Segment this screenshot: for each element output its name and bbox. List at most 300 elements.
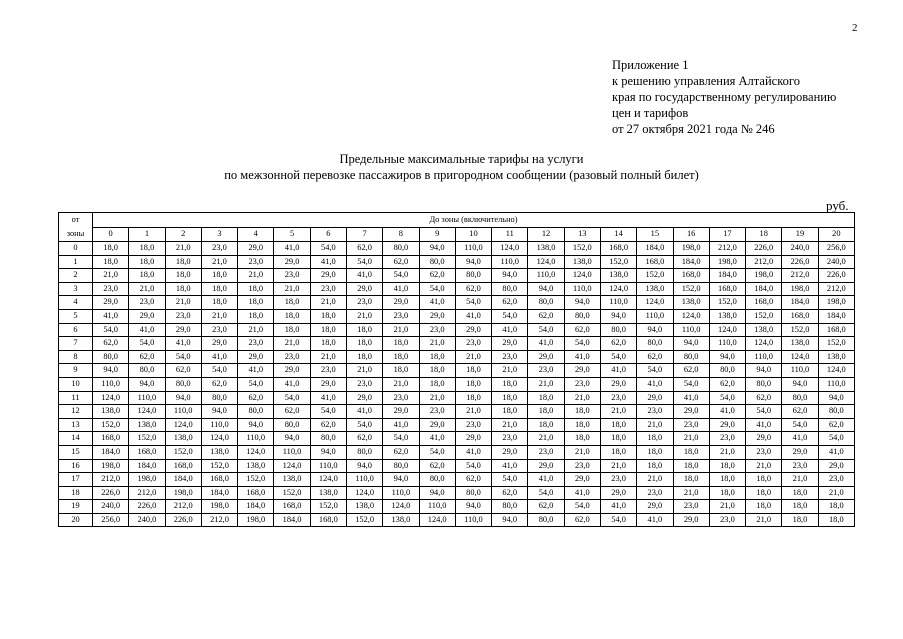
- tariff-cell: 138,0: [238, 459, 274, 473]
- tariff-cell: 124,0: [129, 405, 165, 419]
- tariff-cell: 54,0: [346, 255, 382, 269]
- tariff-cell: 138,0: [346, 500, 382, 514]
- tariff-cell: 41,0: [93, 309, 129, 323]
- tariff-cell: 21,0: [93, 269, 129, 283]
- tariff-cell: 94,0: [165, 391, 201, 405]
- tariff-cell: 54,0: [564, 500, 600, 514]
- tariff-cell: 41,0: [129, 323, 165, 337]
- tariff-cell: 110,0: [637, 309, 673, 323]
- tariff-cell: 29,0: [346, 282, 382, 296]
- tariff-cell: 54,0: [238, 377, 274, 391]
- to-zone-number: 2: [165, 227, 201, 241]
- tariff-cell: 198,0: [165, 486, 201, 500]
- table-row: [59, 282, 855, 296]
- tariff-cell: 18,0: [600, 432, 636, 446]
- table-row: [59, 486, 855, 500]
- tariff-cell: 152,0: [746, 309, 782, 323]
- tariff-cell: 29,0: [746, 432, 782, 446]
- tariff-cell: 62,0: [818, 418, 854, 432]
- to-zone-number: 3: [201, 227, 237, 241]
- tariff-cell: 18,0: [709, 459, 745, 473]
- tariff-cell: 212,0: [818, 282, 854, 296]
- from-zone-number: 14: [59, 432, 93, 446]
- tariff-cell: 18,0: [201, 269, 237, 283]
- tariff-cell: 18,0: [492, 377, 528, 391]
- tariff-cell: 94,0: [673, 337, 709, 351]
- tariff-cell: 23,0: [383, 309, 419, 323]
- table-row: [59, 432, 855, 446]
- tariff-cell: 62,0: [310, 418, 346, 432]
- tariff-cell: 80,0: [528, 513, 564, 527]
- from-zone-number: 11: [59, 391, 93, 405]
- from-zone-number: 9: [59, 364, 93, 378]
- title-line: по межзонной перевозке пассажиров в пригородном сообщении (разовый полный билет): [224, 167, 699, 182]
- tariff-cell: 23,0: [746, 445, 782, 459]
- tariff-cell: 124,0: [274, 459, 310, 473]
- tariff-cell: 29,0: [564, 473, 600, 487]
- tariff-cell: 62,0: [492, 486, 528, 500]
- tariff-cell: 110,0: [709, 337, 745, 351]
- tariff-cell: 41,0: [310, 255, 346, 269]
- tariff-cell: 54,0: [346, 418, 382, 432]
- tariff-cell: 41,0: [274, 242, 310, 256]
- tariff-cell: 80,0: [383, 242, 419, 256]
- tariff-cell: 198,0: [782, 282, 818, 296]
- tariff-cell: 54,0: [492, 309, 528, 323]
- tariff-cell: 18,0: [383, 350, 419, 364]
- table-row: [59, 418, 855, 432]
- tariff-cell: 23,0: [673, 418, 709, 432]
- tariff-cell: 18,0: [274, 296, 310, 310]
- tariff-cell: 184,0: [637, 242, 673, 256]
- tariff-cell: 41,0: [492, 459, 528, 473]
- tariff-cell: 94,0: [746, 364, 782, 378]
- tariff-cell: 18,0: [492, 405, 528, 419]
- tariff-cell: 54,0: [419, 282, 455, 296]
- tariff-cell: 29,0: [782, 445, 818, 459]
- tariff-cell: 124,0: [709, 323, 745, 337]
- tariff-cell: 138,0: [782, 337, 818, 351]
- tariff-cell: 29,0: [383, 296, 419, 310]
- tariff-cell: 29,0: [673, 513, 709, 527]
- tariff-cell: 29,0: [93, 296, 129, 310]
- tariff-cell: 110,0: [492, 255, 528, 269]
- from-zone-label-line: от: [71, 215, 80, 224]
- tariff-cell: 23,0: [528, 445, 564, 459]
- tariff-cell: 184,0: [165, 473, 201, 487]
- tariff-cell: 168,0: [673, 269, 709, 283]
- tariff-cell: 124,0: [419, 513, 455, 527]
- tariff-cell: 54,0: [201, 364, 237, 378]
- tariff-cell: 124,0: [600, 282, 636, 296]
- tariff-cell: 184,0: [274, 513, 310, 527]
- tariff-cell: 18,0: [238, 309, 274, 323]
- tariff-cell: 198,0: [709, 255, 745, 269]
- tariff-cell: 41,0: [310, 391, 346, 405]
- tariff-cell: 94,0: [274, 432, 310, 446]
- tariff-cell: 110,0: [782, 364, 818, 378]
- tariff-cell: 62,0: [746, 391, 782, 405]
- from-zone-number: 20: [59, 513, 93, 527]
- to-zone-number: 4: [238, 227, 274, 241]
- tariff-cell: 138,0: [528, 242, 564, 256]
- table-row: [59, 337, 855, 351]
- table-row: [59, 269, 855, 283]
- tariff-cell: 80,0: [165, 377, 201, 391]
- tariff-cell: 21,0: [238, 269, 274, 283]
- tariff-cell: 21,0: [782, 473, 818, 487]
- tariff-cell: 226,0: [818, 269, 854, 283]
- tariff-cell: 94,0: [238, 418, 274, 432]
- table-row: [59, 377, 855, 391]
- tariff-cell: 21,0: [492, 418, 528, 432]
- tariff-cell: 23,0: [564, 377, 600, 391]
- tariff-cell: 41,0: [165, 337, 201, 351]
- tariff-cell: 54,0: [492, 473, 528, 487]
- to-zone-number: 12: [528, 227, 564, 241]
- tariff-cell: 152,0: [818, 337, 854, 351]
- tariff-cell: 80,0: [564, 309, 600, 323]
- tariff-cell: 18,0: [201, 296, 237, 310]
- appendix-line: Приложение 1: [612, 58, 689, 72]
- tariff-cell: 152,0: [238, 473, 274, 487]
- tariff-cell: 23,0: [383, 391, 419, 405]
- tariff-cell: 18,0: [455, 377, 491, 391]
- tariff-cell: 168,0: [310, 513, 346, 527]
- to-zone-number: 1: [129, 227, 165, 241]
- tariff-cell: 18,0: [129, 269, 165, 283]
- tariff-cell: 54,0: [383, 269, 419, 283]
- tariff-cell: 152,0: [129, 432, 165, 446]
- tariff-cell: 184,0: [129, 459, 165, 473]
- tariff-cell: 23,0: [528, 364, 564, 378]
- tariff-cell: 62,0: [564, 323, 600, 337]
- tariff-cell: 62,0: [455, 473, 491, 487]
- tariff-cell: 94,0: [564, 296, 600, 310]
- tariff-cell: 62,0: [528, 309, 564, 323]
- tariff-cell: 62,0: [383, 255, 419, 269]
- table-row: [59, 242, 855, 256]
- tariff-cell: 18,0: [238, 282, 274, 296]
- tariff-cell: 41,0: [419, 432, 455, 446]
- tariff-cell: 152,0: [93, 418, 129, 432]
- tariff-cell: 80,0: [455, 486, 491, 500]
- from-zone-number: 12: [59, 405, 93, 419]
- tariff-cell: 152,0: [600, 255, 636, 269]
- tariff-cell: 41,0: [274, 377, 310, 391]
- page-number: 2: [852, 22, 858, 34]
- tariff-cell: 23,0: [455, 418, 491, 432]
- tariff-cell: 18,0: [637, 459, 673, 473]
- tariff-cell: 226,0: [93, 486, 129, 500]
- tariff-cell: 152,0: [637, 269, 673, 283]
- from-zone-number: 2: [59, 269, 93, 283]
- tariff-cell: 54,0: [528, 486, 564, 500]
- tariff-cell: 23,0: [455, 337, 491, 351]
- tariff-cell: 21,0: [419, 337, 455, 351]
- tariff-cell: 21,0: [383, 323, 419, 337]
- tariff-cell: 54,0: [310, 405, 346, 419]
- from-zone-label-line: зоны: [66, 229, 85, 238]
- tariff-cell: 110,0: [310, 459, 346, 473]
- tariff-cell: 18,0: [564, 432, 600, 446]
- tariff-cell: 18,0: [346, 323, 382, 337]
- tariff-cell: 21,0: [600, 459, 636, 473]
- tariff-cell: 18,0: [310, 309, 346, 323]
- tariff-cell: 80,0: [673, 350, 709, 364]
- from-zone-number: 17: [59, 473, 93, 487]
- to-zone-number: 13: [564, 227, 600, 241]
- tariff-cell: 21,0: [637, 473, 673, 487]
- tariff-cell: 21,0: [129, 282, 165, 296]
- tariff-cell: 18,0: [310, 323, 346, 337]
- tariff-cell: 23,0: [129, 296, 165, 310]
- tariff-cell: 110,0: [564, 282, 600, 296]
- tariff-cell: 29,0: [310, 269, 346, 283]
- tariff-cell: 18,0: [600, 418, 636, 432]
- tariff-cell: 54,0: [782, 418, 818, 432]
- tariff-cell: 94,0: [492, 513, 528, 527]
- tariff-cell: 138,0: [709, 309, 745, 323]
- tariff-cell: 138,0: [274, 473, 310, 487]
- from-zone-header: [59, 213, 93, 242]
- tariff-cell: 184,0: [818, 309, 854, 323]
- tariff-cell: 124,0: [673, 309, 709, 323]
- tariff-cell: 62,0: [419, 269, 455, 283]
- tariff-cell: 184,0: [782, 296, 818, 310]
- tariff-cell: 80,0: [600, 323, 636, 337]
- tariff-cell: 23,0: [274, 350, 310, 364]
- tariff-cell: 124,0: [637, 296, 673, 310]
- tariff-cell: 18,0: [782, 513, 818, 527]
- tariff-cell: 94,0: [346, 459, 382, 473]
- tariff-cell: 54,0: [455, 296, 491, 310]
- tariff-cell: 21,0: [709, 500, 745, 514]
- tariff-cell: 94,0: [310, 445, 346, 459]
- tariff-cell: 41,0: [782, 432, 818, 446]
- tariff-cell: 21,0: [492, 364, 528, 378]
- tariff-cell: 29,0: [528, 350, 564, 364]
- tariff-cell: 94,0: [528, 282, 564, 296]
- tariff-cell: 21,0: [528, 432, 564, 446]
- to-zone-number: 20: [818, 227, 854, 241]
- tariff-cell: 18,0: [782, 486, 818, 500]
- tariff-cell: 62,0: [637, 350, 673, 364]
- tariff-cell: 168,0: [709, 282, 745, 296]
- tariff-cell: 54,0: [673, 377, 709, 391]
- table-row: [59, 391, 855, 405]
- tariff-cell: 198,0: [93, 459, 129, 473]
- tariff-cell: 18,0: [818, 513, 854, 527]
- tariff-cell: 168,0: [782, 309, 818, 323]
- from-zone-number: 18: [59, 486, 93, 500]
- table-row: [59, 459, 855, 473]
- tariff-cell: 168,0: [129, 445, 165, 459]
- tariff-cell: 80,0: [528, 296, 564, 310]
- tariff-cell: 124,0: [818, 364, 854, 378]
- tariff-cell: 124,0: [165, 418, 201, 432]
- tariff-cell: 54,0: [818, 432, 854, 446]
- tariff-cell: 110,0: [673, 323, 709, 337]
- tariff-cell: 41,0: [528, 473, 564, 487]
- tariff-cell: 226,0: [782, 255, 818, 269]
- tariff-cell: 29,0: [310, 377, 346, 391]
- tariff-cell: 29,0: [419, 309, 455, 323]
- tariff-cell: 23,0: [637, 486, 673, 500]
- tariff-cell: 62,0: [492, 296, 528, 310]
- tariff-cell: 23,0: [310, 282, 346, 296]
- tariff-cell: 240,0: [818, 255, 854, 269]
- tariff-cell: 80,0: [346, 445, 382, 459]
- tariff-cell: 41,0: [637, 377, 673, 391]
- tariff-cell: 41,0: [492, 323, 528, 337]
- tariff-cell: 198,0: [673, 242, 709, 256]
- tariff-cell: 23,0: [346, 377, 382, 391]
- tariff-cell: 29,0: [238, 242, 274, 256]
- tariff-cell: 138,0: [201, 445, 237, 459]
- table-row: [59, 473, 855, 487]
- tariff-cell: 110,0: [383, 486, 419, 500]
- tariff-cell: 80,0: [782, 391, 818, 405]
- tariff-cell: 18,0: [818, 500, 854, 514]
- tariff-cell: 21,0: [528, 377, 564, 391]
- to-zone-number: 10: [455, 227, 491, 241]
- tariff-cell: 23,0: [564, 459, 600, 473]
- tariff-cell: 18,0: [746, 486, 782, 500]
- tariff-cell: 152,0: [782, 323, 818, 337]
- to-zone-number: 19: [782, 227, 818, 241]
- tariff-cell: 18,0: [238, 296, 274, 310]
- tariff-cell: 21,0: [746, 513, 782, 527]
- tariff-cell: 41,0: [709, 405, 745, 419]
- tariff-cell: 41,0: [637, 513, 673, 527]
- tariff-cell: 41,0: [346, 405, 382, 419]
- tariff-cell: 80,0: [492, 500, 528, 514]
- tariff-cell: 138,0: [310, 486, 346, 500]
- to-zone-number: 17: [709, 227, 745, 241]
- tariff-cell: 29,0: [637, 391, 673, 405]
- tariff-cell: 138,0: [818, 350, 854, 364]
- tariff-cell: 94,0: [455, 255, 491, 269]
- currency-unit: руб.: [826, 198, 849, 213]
- tariff-cell: 94,0: [201, 405, 237, 419]
- tariff-cell: 110,0: [201, 418, 237, 432]
- tariff-cell: 80,0: [746, 377, 782, 391]
- tariff-cell: 23,0: [709, 432, 745, 446]
- tariff-cell: 18,0: [93, 242, 129, 256]
- to-zone-number: 6: [310, 227, 346, 241]
- from-zone-number: 4: [59, 296, 93, 310]
- to-zone-number: 11: [492, 227, 528, 241]
- tariff-cell: 18,0: [564, 405, 600, 419]
- table-row: [59, 296, 855, 310]
- tariff-cell: 18,0: [782, 500, 818, 514]
- tariff-cell: 29,0: [455, 323, 491, 337]
- tariff-cell: 152,0: [709, 296, 745, 310]
- to-zone-number: 9: [419, 227, 455, 241]
- tariff-cell: 23,0: [165, 309, 201, 323]
- tariff-cell: 41,0: [346, 269, 382, 283]
- tariff-cell: 21,0: [746, 459, 782, 473]
- tariff-cell: 62,0: [782, 405, 818, 419]
- tariff-cell: 21,0: [709, 445, 745, 459]
- tariff-cell: 21,0: [238, 323, 274, 337]
- tariff-cell: 29,0: [274, 255, 310, 269]
- tariff-cell: 124,0: [782, 350, 818, 364]
- tariff-cell: 168,0: [637, 255, 673, 269]
- tariff-cell: 29,0: [818, 459, 854, 473]
- tariff-cell: 152,0: [346, 513, 382, 527]
- tariff-cell: 62,0: [346, 242, 382, 256]
- tariff-cell: 18,0: [528, 418, 564, 432]
- tariff-cell: 226,0: [746, 242, 782, 256]
- tariff-cell: 29,0: [492, 445, 528, 459]
- tariff-cell: 152,0: [673, 282, 709, 296]
- to-zone-header: До зоны (включительно): [93, 213, 855, 228]
- table-row: [59, 350, 855, 364]
- tariff-cell: 23,0: [600, 473, 636, 487]
- tariff-cell: 21,0: [201, 255, 237, 269]
- tariff-cell: 18,0: [419, 364, 455, 378]
- tariff-cell: 41,0: [564, 350, 600, 364]
- tariff-cell: 29,0: [709, 418, 745, 432]
- tariff-cell: 18,0: [165, 269, 201, 283]
- tariff-cell: 80,0: [274, 418, 310, 432]
- tariff-cell: 94,0: [129, 377, 165, 391]
- tariff-cell: 138,0: [600, 269, 636, 283]
- tariff-cell: 240,0: [93, 500, 129, 514]
- tariff-cell: 212,0: [93, 473, 129, 487]
- tariff-cell: 138,0: [383, 513, 419, 527]
- tariff-cell: 212,0: [746, 255, 782, 269]
- tariff-cell: 21,0: [637, 418, 673, 432]
- tariff-cell: 94,0: [637, 323, 673, 337]
- tariff-cell: 240,0: [782, 242, 818, 256]
- tariff-cell: 29,0: [238, 350, 274, 364]
- tariff-cell: 184,0: [709, 269, 745, 283]
- tariff-cell: 110,0: [238, 432, 274, 446]
- tariff-cell: 41,0: [818, 445, 854, 459]
- tariff-cell: 23,0: [709, 513, 745, 527]
- from-zone-number: 10: [59, 377, 93, 391]
- tariff-cell: 80,0: [129, 364, 165, 378]
- tariff-cell: 138,0: [129, 418, 165, 432]
- tariff-cell: 41,0: [201, 350, 237, 364]
- tariff-cell: 62,0: [346, 432, 382, 446]
- tariff-cell: 240,0: [129, 513, 165, 527]
- tariff-cell: 21,0: [455, 405, 491, 419]
- tariff-cell: 18,0: [129, 255, 165, 269]
- tariff-cell: 62,0: [129, 350, 165, 364]
- tariff-cell: 212,0: [129, 486, 165, 500]
- tariff-cell: 29,0: [383, 405, 419, 419]
- tariff-cell: 18,0: [455, 391, 491, 405]
- table-row: [59, 364, 855, 378]
- tariff-cell: 41,0: [564, 486, 600, 500]
- tariff-cell: 110,0: [600, 296, 636, 310]
- from-zone-number: 3: [59, 282, 93, 296]
- tariff-cell: 23,0: [201, 242, 237, 256]
- tariff-cell: 18,0: [528, 391, 564, 405]
- tariff-cell: 54,0: [455, 459, 491, 473]
- tariff-cell: 168,0: [238, 486, 274, 500]
- table-header-row: [59, 213, 855, 228]
- zone-numbers-row: [59, 227, 855, 241]
- from-zone-number: 15: [59, 445, 93, 459]
- to-zone-number: 8: [383, 227, 419, 241]
- tariff-cell: 18,0: [709, 473, 745, 487]
- to-zone-number: 18: [746, 227, 782, 241]
